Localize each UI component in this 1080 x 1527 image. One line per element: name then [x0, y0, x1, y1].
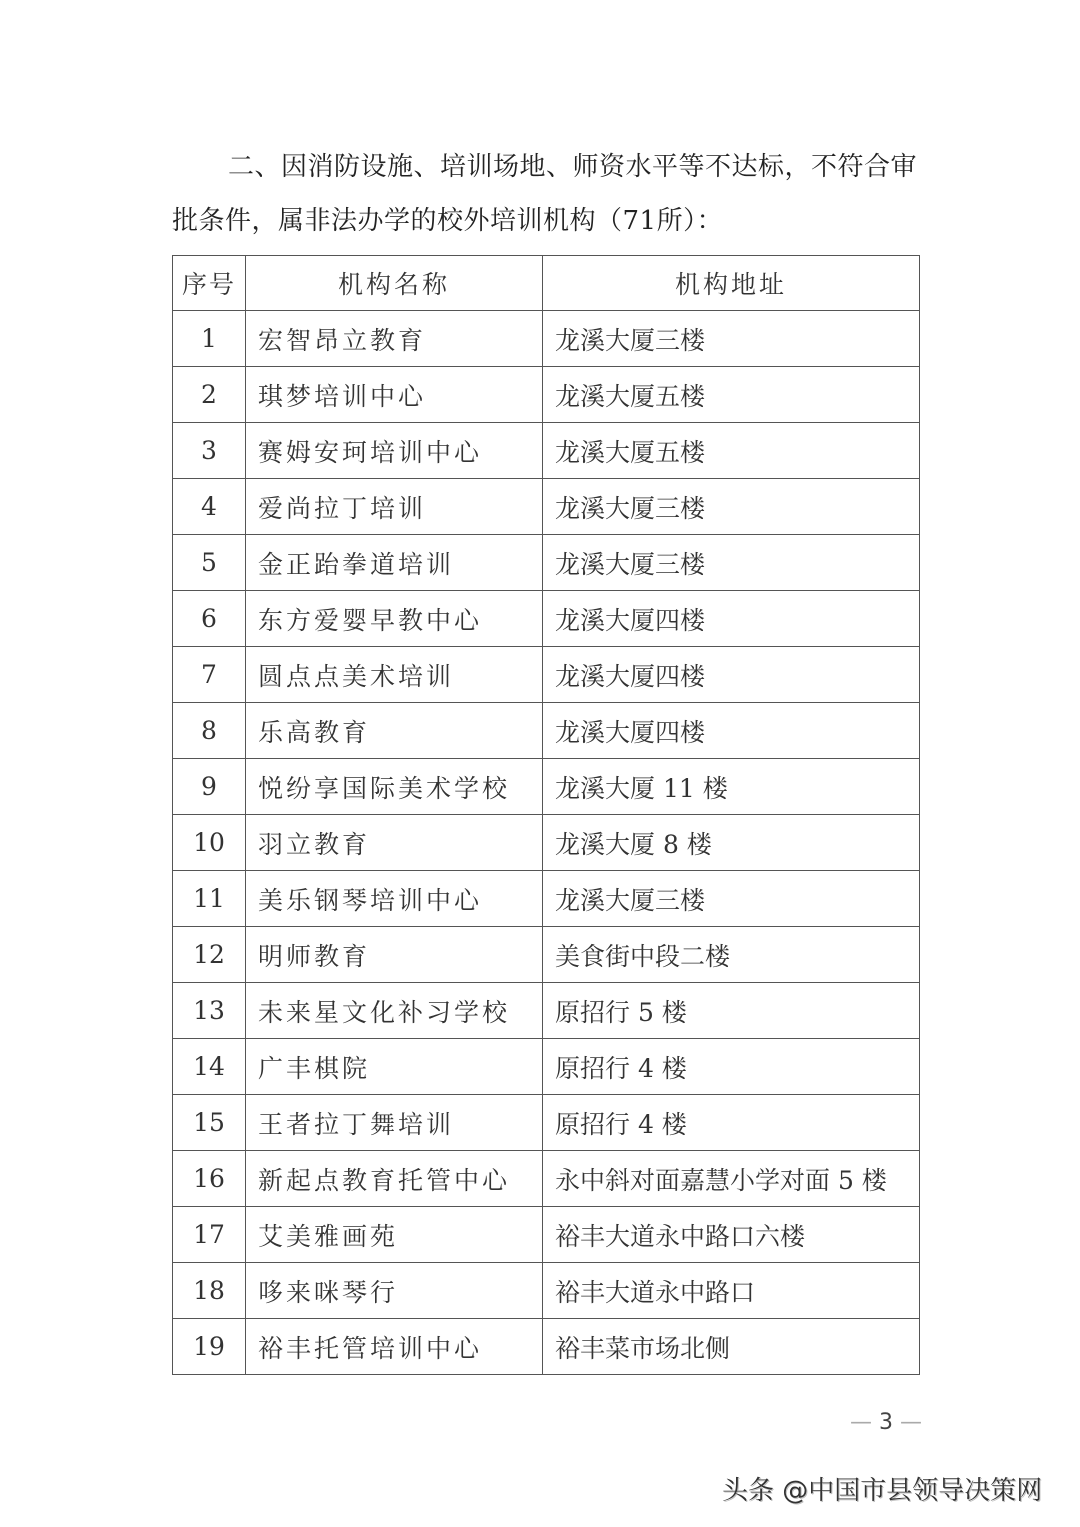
index-cell: 1 — [173, 311, 246, 367]
index-cell: 10 — [173, 815, 246, 871]
name-cell: 爱尚拉丁培训 — [246, 479, 543, 535]
index-cell: 11 — [173, 871, 246, 927]
index-cell: 6 — [173, 591, 246, 647]
address-cell: 裕丰菜市场北侧 — [543, 1319, 920, 1375]
name-cell: 新起点教育托管中心 — [246, 1151, 543, 1207]
table-row — [173, 1263, 920, 1319]
name-cell: 金正跆拳道培训 — [246, 535, 543, 591]
address-cell: 原招行 5 楼 — [543, 983, 920, 1039]
name-cell: 裕丰托管培训中心 — [246, 1319, 543, 1375]
name-cell: 宏智昂立教育 — [246, 311, 543, 367]
index-cell: 3 — [173, 423, 246, 479]
name-cell: 乐高教育 — [246, 703, 543, 759]
index-cell: 7 — [173, 647, 246, 703]
table-row — [173, 1039, 920, 1095]
index-cell: 16 — [173, 1151, 246, 1207]
table-row — [173, 423, 920, 479]
header-index: 序号 — [173, 256, 246, 311]
address-cell: 龙溪大厦三楼 — [543, 871, 920, 927]
page-number: — 3 — — [850, 1410, 922, 1435]
address-cell: 龙溪大厦 11 楼 — [543, 759, 920, 815]
index-cell: 12 — [173, 927, 246, 983]
address-cell: 龙溪大厦三楼 — [543, 479, 920, 535]
index-cell: 14 — [173, 1039, 246, 1095]
table-row — [173, 647, 920, 703]
name-cell: 美乐钢琴培训中心 — [246, 871, 543, 927]
address-cell: 龙溪大厦四楼 — [543, 591, 920, 647]
header-name: 机构名称 — [246, 256, 543, 311]
name-cell: 琪梦培训中心 — [246, 367, 543, 423]
name-cell: 哆来咪琴行 — [246, 1263, 543, 1319]
address-cell: 永中斜对面嘉慧小学对面 5 楼 — [543, 1151, 920, 1207]
name-cell: 王者拉丁舞培训 — [246, 1095, 543, 1151]
table-row — [173, 871, 920, 927]
table-row — [173, 703, 920, 759]
index-cell: 8 — [173, 703, 246, 759]
address-cell: 原招行 4 楼 — [543, 1039, 920, 1095]
index-cell: 2 — [173, 367, 246, 423]
table-row — [173, 591, 920, 647]
name-cell: 东方爱婴早教中心 — [246, 591, 543, 647]
name-cell: 赛姆安珂培训中心 — [246, 423, 543, 479]
intro-line-2: 批条件，属非法办学的校外培训机构（71所）： — [172, 206, 724, 236]
intro-paragraph — [172, 140, 917, 248]
intro-line-1: 二、因消防设施、培训场地、师资水平等不达标，不符合审 — [228, 152, 918, 182]
index-cell: 4 — [173, 479, 246, 535]
header-address: 机构地址 — [543, 256, 920, 311]
watermark: 头条 @中国市县领导决策网 — [722, 1476, 1043, 1506]
address-cell: 龙溪大厦三楼 — [543, 311, 920, 367]
name-cell: 未来星文化补习学校 — [246, 983, 543, 1039]
table-row — [173, 1151, 920, 1207]
table-row — [173, 1207, 920, 1263]
table-row — [173, 815, 920, 871]
name-cell: 广丰棋院 — [246, 1039, 543, 1095]
address-cell: 龙溪大厦 8 楼 — [543, 815, 920, 871]
table-row — [173, 927, 920, 983]
table-row — [173, 367, 920, 423]
index-cell: 15 — [173, 1095, 246, 1151]
table-row — [173, 1319, 920, 1375]
table-row — [173, 479, 920, 535]
address-cell: 龙溪大厦四楼 — [543, 647, 920, 703]
name-cell: 圆点点美术培训 — [246, 647, 543, 703]
name-cell: 明师教育 — [246, 927, 543, 983]
address-cell: 龙溪大厦三楼 — [543, 535, 920, 591]
name-cell: 羽立教育 — [246, 815, 543, 871]
institution-table — [172, 255, 920, 1375]
index-cell: 13 — [173, 983, 246, 1039]
address-cell: 裕丰大道永中路口 — [543, 1263, 920, 1319]
table-row — [173, 535, 920, 591]
index-cell: 18 — [173, 1263, 246, 1319]
table-row — [173, 759, 920, 815]
index-cell: 19 — [173, 1319, 246, 1375]
page-number-value: 3 — [879, 1410, 893, 1435]
table-row — [173, 311, 920, 367]
address-cell: 龙溪大厦五楼 — [543, 367, 920, 423]
address-cell: 龙溪大厦五楼 — [543, 423, 920, 479]
index-cell: 9 — [173, 759, 246, 815]
table-header-row — [173, 256, 920, 311]
name-cell: 悦纷享国际美术学校 — [246, 759, 543, 815]
address-cell: 美食街中段二楼 — [543, 927, 920, 983]
address-cell: 裕丰大道永中路口六楼 — [543, 1207, 920, 1263]
table-row — [173, 983, 920, 1039]
address-cell: 原招行 4 楼 — [543, 1095, 920, 1151]
index-cell: 5 — [173, 535, 246, 591]
table-row — [173, 1095, 920, 1151]
index-cell: 17 — [173, 1207, 246, 1263]
name-cell: 艾美雅画苑 — [246, 1207, 543, 1263]
address-cell: 龙溪大厦四楼 — [543, 703, 920, 759]
